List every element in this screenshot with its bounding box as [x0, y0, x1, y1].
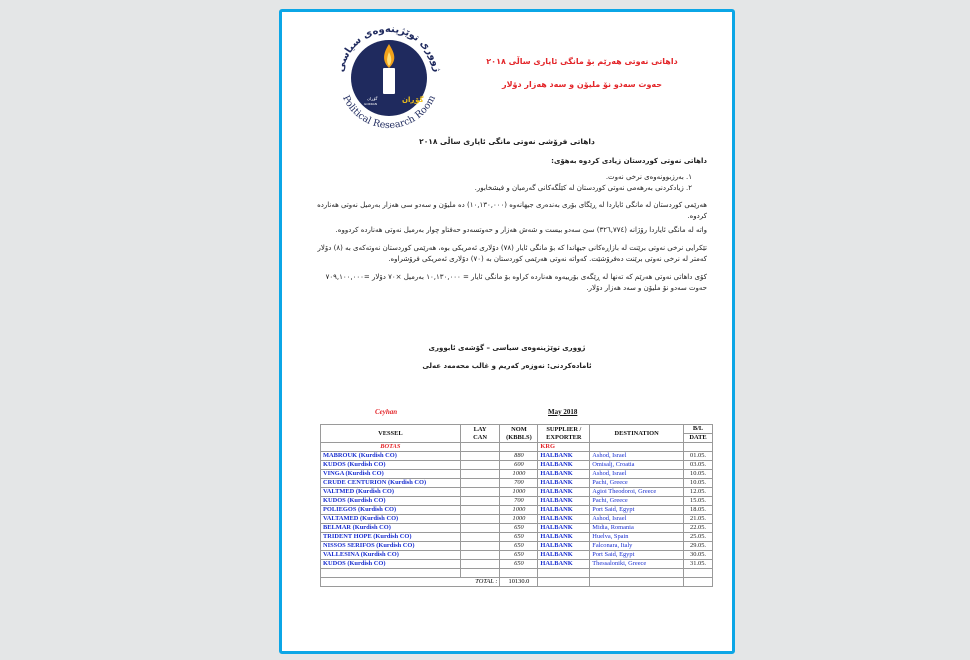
paragraph-3: تێکرایی نرخی نەوتی برێنت لە بازاڕەکانی جیهاندا کە بۆ مانگی ئایار (٧٨) دۆلاری ئەمریکی بوە، هەرێمی کوردستان نەوتەکەی بە (٨) دۆلار کەمتر لە نرخی نەوتی برێنت دەفرۆشێت. کەواتە نەوتی هەرێمی کوردستان بە (٧٠) دۆلاری ئەمریکی فرۆشراوە. [317, 244, 707, 263]
svg-text:ژووری توێژینەوەی سیاسی: ژووری توێژینەوەی سیاسی [335, 23, 443, 74]
exporter-cell: KRG [538, 443, 590, 452]
paragraph-2: واتە لە مانگی ئایاردا رۆژانە (٣٢٦,٧٧٤) سێ سەدو بیست و شەش هەزار و حەوتسەدو حەفتاو چوار بەرمیل نەوتی هەناردە کردووە. [335, 226, 707, 234]
table-row: VALTMED (Kurdish CO) 1000 HALBANK Agioi Theodoroi, Greece 12.05. [321, 488, 713, 497]
total-value: 10130.0 [500, 578, 538, 587]
col-bl: B/L [684, 425, 713, 434]
svg-text:گۆڕان: گۆڕان [402, 96, 424, 104]
svg-text:گۆڕان: گۆڕان [367, 96, 378, 101]
total-row [321, 578, 713, 587]
col-vessel: VESSEL [321, 425, 461, 443]
shipments-table [320, 424, 713, 587]
svg-text:Political Research Room: Political Research Room [340, 93, 439, 132]
list-item-2: ٢. زیادکردنی بەرهەمی نەوتی کوردستان لە کێڵگەکانی گەرمیان و فیشخابور. [474, 184, 692, 192]
col-destination: DESTINATION [590, 425, 684, 443]
month-label: May 2018 [548, 408, 578, 416]
document-page [279, 9, 735, 654]
table-row: POLIEGOS (Kurdish CO) 1000 HALBANK Port Said, Egypt 18.05. [321, 506, 713, 515]
table-row: VINGA (Kurdish CO) 1000 HALBANK Ashod, Israel 10.05. [321, 470, 713, 479]
table-row: KUDOS (Kurdish CO) 700 HALBANK Pachi, Greece 15.05. [321, 497, 713, 506]
table-row: TRIDENT HOPE (Kurdish CO) 650 HALBANK Huelva, Spain 25.05. [321, 533, 713, 542]
table-row: VALLESINA (Kurdish CO) 650 HALBANK Port Said, Egypt 30.05. [321, 551, 713, 560]
origin-label: Ceyhan [375, 408, 398, 416]
authors: ئامادەکردنی: نەوزەر کەریم و غالب محەمەد عەلی [422, 362, 592, 370]
list-item-1: ١. بەرزبوونەوەی نرخی نەوت. [605, 173, 692, 181]
table-header-row [321, 425, 713, 434]
buyer-cell: BOTAS [321, 443, 461, 452]
svg-text:GORRAN: GORRAN [364, 102, 378, 106]
header-line-1: داهاتی نەوتی هەرێم بۆ مانگی ئایاری ساڵی ٢٠١٨ [486, 57, 678, 66]
empty-row [321, 569, 713, 578]
body-subtitle: داهاتی نەوتی کوردستان زیادی کردوە بەهۆی: [551, 157, 707, 165]
table-row: KUDOS (Kurdish CO) 650 HALBANK Thessaloniki, Greece 31.05. [321, 560, 713, 569]
buyer-row [321, 443, 713, 452]
col-nom: NOM (KBBLS) [500, 425, 538, 443]
footer-title: ژووری توێژینەوەی سیاسی – گۆشەی ئابووری [428, 344, 586, 352]
header-line-2: حەوت سەدو نۆ ملیۆن و سەد هەزار دۆلار [501, 80, 663, 89]
total-label: TOTAL : [321, 578, 500, 587]
table-row: VALTAMED (Kurdish CO) 1000 HALBANK Ashod, Israel 21.05. [321, 515, 713, 524]
table-row: KUDOS (Kurdish CO) 600 HALBANK Omisalj, Croatia 03.05. [321, 461, 713, 470]
table-row: NISSOS SERIFOS (Kurdish CO) 650 HALBANK Falconara, Italy 29.05. [321, 542, 713, 551]
table-row: CRUDE CENTURION (Kurdish CO) 700 HALBANK Pachi, Greece 10.05. [321, 479, 713, 488]
political-research-room-logo [329, 20, 449, 135]
col-laycan: LAY CAN [460, 425, 500, 443]
col-date: DATE [684, 434, 713, 443]
table-row: MABROUK (Kurdish CO) 880 HALBANK Ashod, Israel 01.05. [321, 452, 713, 461]
col-supplier: SUPPLIER / EXPORTER [538, 425, 590, 443]
paragraph-4: کۆی داهاتی نەوتی هەرێم کە تەنها لە ڕێگەی بۆرییەوە هەناردە کراوە بۆ مانگی ئایار = ١٠,١٣٠,٠٠٠ بەرمیل ×٧٠ دۆلار =٧٠٩,١٠٠,٠٠٠ حەوت سەدو نۆ ملیۆن و سەد هەزار دۆلار. [325, 273, 707, 292]
paragraph-1: هەرێمی کوردستان لە مانگی ئایاردا لە ڕێگای بۆری بەندەری جیهانەوە (١٠,١٣٠,٠٠٠) دە ملیۆن و سەدو سی هەزار بەرمیل نەوتی هەناردە کردوە. [317, 201, 707, 220]
body-title: داهاتی فرۆشی نەوتی مانگی ئایاری ساڵی ٢٠١٨ [419, 137, 595, 146]
table-row: BELMAR (Kurdish CO) 650 HALBANK Midia, Romania 22.05. [321, 524, 713, 533]
